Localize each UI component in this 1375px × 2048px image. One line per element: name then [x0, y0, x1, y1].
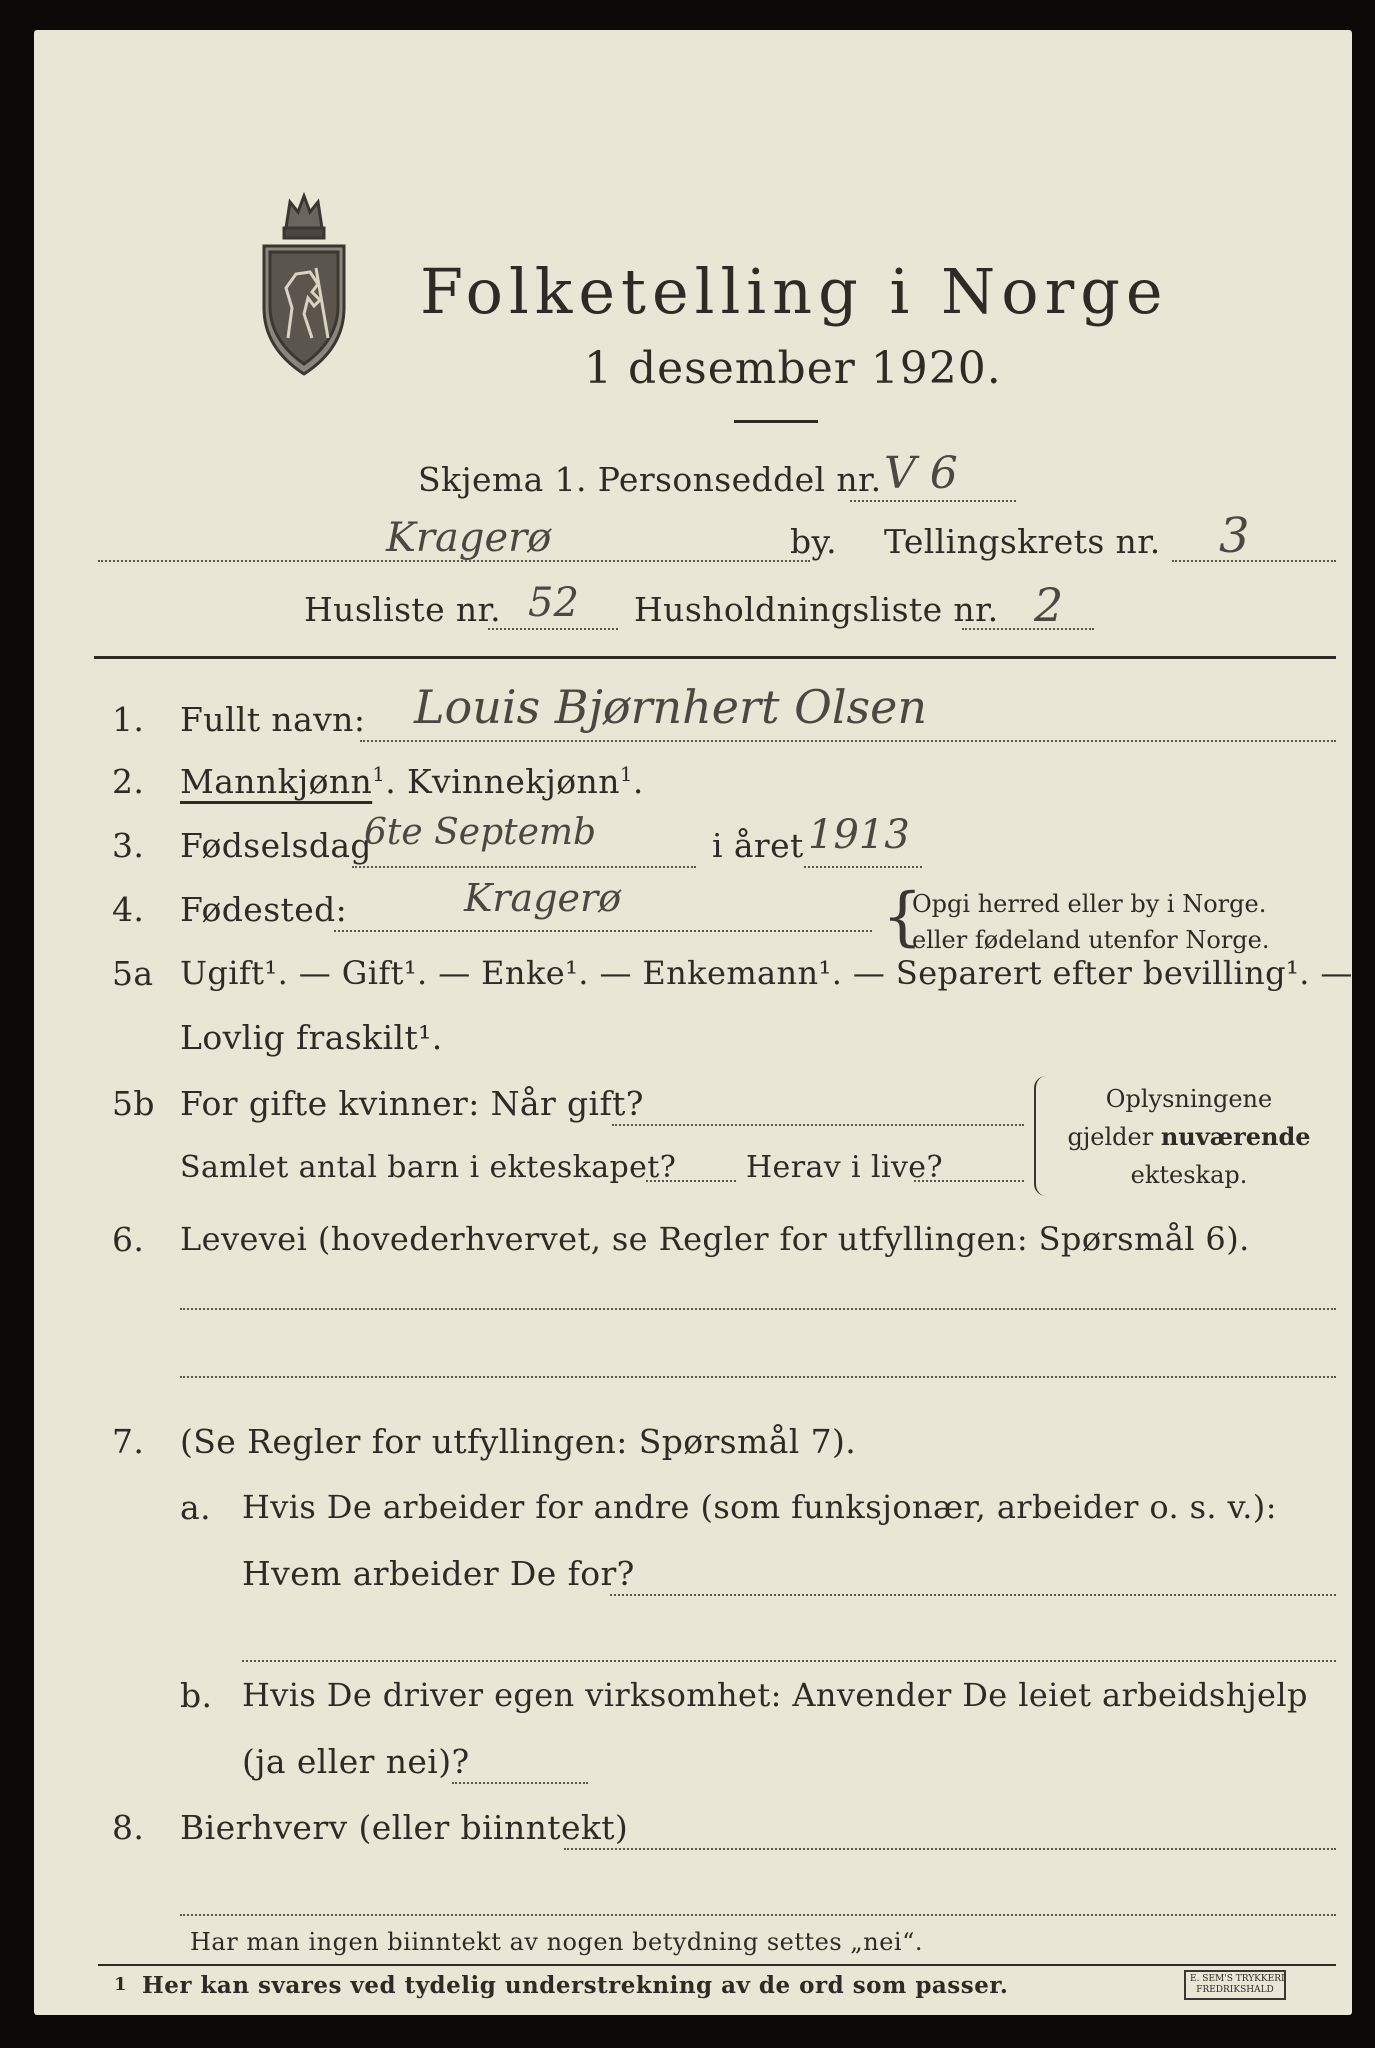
- q8-dots-2: [180, 1914, 1336, 1916]
- q6-number: 6.: [112, 1220, 145, 1259]
- q7b-letter: b.: [180, 1676, 213, 1715]
- header-rule: [94, 656, 1336, 659]
- q4-label: Fødested:: [180, 890, 348, 929]
- q3-year-label: i året: [712, 826, 804, 865]
- household-list-number: 2: [1034, 578, 1064, 632]
- schema-dots: [850, 500, 1016, 502]
- q7a-letter: a.: [180, 1488, 211, 1527]
- q8-dots-1: [564, 1848, 1336, 1850]
- full-name-value: Louis Bjørnhert Olsen: [414, 680, 928, 734]
- q5a-number: 5a: [112, 954, 154, 993]
- footnote-rule: [98, 1964, 1336, 1966]
- q8-label: Bierhverv (eller biinntekt): [180, 1808, 629, 1847]
- q4-number: 4.: [112, 890, 145, 929]
- q3-label: Fødselsdag: [180, 826, 372, 865]
- printer-stamp: E. SEM'S TRYKKERI FREDRIKSHALD: [1184, 1970, 1286, 2000]
- q7a-text: Hvis De arbeider for andre (som funksjonær, arbeider o. s. v.):: [242, 1488, 1277, 1526]
- birthplace-value: Kragerø: [464, 876, 622, 920]
- q6-dots-1: [180, 1308, 1336, 1310]
- male-option: Mannkjønn: [180, 762, 373, 801]
- q7a-question: Hvem arbeider De for?: [242, 1554, 635, 1593]
- q3-number: 3.: [112, 826, 145, 865]
- title-divider: [734, 420, 818, 423]
- q2-gender-options: Mannkjønn$^1$. Kvinnekjønn$^1$.: [180, 762, 644, 801]
- q5b-children-dots: [646, 1180, 736, 1182]
- q7-number: 7.: [112, 1422, 145, 1461]
- birth-day-value: 6te Septemb: [364, 812, 597, 853]
- female-option: Kvinnekjønn: [406, 762, 620, 801]
- q5b-married-dots: [612, 1124, 1024, 1126]
- q5b-alive-label: Herav i live?: [746, 1150, 943, 1185]
- q8-number: 8.: [112, 1808, 145, 1847]
- q7a-dots-2: [242, 1660, 1336, 1662]
- house-list-dots: [488, 628, 618, 630]
- q5b-number: 5b: [112, 1084, 155, 1123]
- q7-label: (Se Regler for utfyllingen: Spørsmål 7).: [180, 1422, 857, 1461]
- house-list-label: Husliste nr.: [304, 590, 501, 629]
- district-label: Tellingskrets nr.: [884, 522, 1161, 561]
- q6-label: Levevei (hovederhvervet, se Regler for utfyllingen: Spørsmål 6).: [180, 1220, 1250, 1258]
- q1-dots: [360, 740, 1336, 742]
- footnote-mark: 1: [114, 1974, 128, 1995]
- q6-dots-2: [180, 1376, 1336, 1378]
- q5b-alive-dots: [914, 1180, 1024, 1182]
- q3-day-dots: [352, 866, 696, 868]
- district-dots: [1172, 560, 1336, 562]
- city-suffix: by.: [790, 522, 838, 561]
- schema-label: Skjema 1. Personseddel nr.: [418, 460, 882, 499]
- household-list-dots: [962, 628, 1094, 630]
- q5b-note: Oplysningene gjelder nuværende ekteskap.: [1067, 1085, 1311, 1189]
- norway-coat-of-arms-icon: [256, 188, 352, 388]
- q7b-dots: [452, 1782, 588, 1784]
- q7a-dots-1: [610, 1594, 1336, 1596]
- birth-year-value: 1913: [808, 812, 910, 858]
- q1-label: Fullt navn:: [180, 700, 366, 739]
- marital-status-options: Ugift¹. — Gift¹. — Enke¹. — Enkemann¹. — Separert efter bevilling¹. —: [180, 954, 1353, 992]
- district-number: 3: [1219, 508, 1250, 564]
- marital-status-divorced: Lovlig fraskilt¹.: [180, 1018, 443, 1057]
- q7b-text: Hvis De driver egen virksomhet: Anvender De leiet arbeidshjelp: [242, 1676, 1308, 1714]
- q4-note: Opgi herred eller by i Norge. eller fødeland utenfor Norge.: [912, 890, 1270, 954]
- form-title: Folketelling i Norge: [420, 255, 1169, 328]
- schema-number: V 6: [884, 448, 958, 499]
- q5b-bracket-left: [1034, 1076, 1048, 1196]
- q4-dots: [334, 930, 872, 932]
- footnote-text: Her kan svares ved tydelig understrekning av de ord som passer.: [142, 1972, 1009, 1999]
- q3-year-dots: [804, 866, 922, 868]
- q1-number: 1.: [112, 700, 145, 739]
- household-list-label: Husholdningsliste nr.: [634, 590, 999, 629]
- q5b-children-label: Samlet antal barn i ekteskapet?: [180, 1150, 677, 1185]
- city-value: Kragerø: [386, 515, 552, 561]
- q2-number: 2.: [112, 762, 145, 801]
- q4-brace: {: [882, 880, 923, 954]
- house-list-number: 52: [528, 580, 579, 626]
- census-form: [34, 30, 1352, 2015]
- census-date: 1 desember 1920.: [584, 343, 1002, 394]
- q7b-question: (ja eller nei)?: [242, 1742, 470, 1781]
- q8-note: Har man ingen biinntekt av nogen betydning settes „nei“.: [190, 1928, 923, 1956]
- q5b-label: For gifte kvinner: Når gift?: [180, 1084, 644, 1123]
